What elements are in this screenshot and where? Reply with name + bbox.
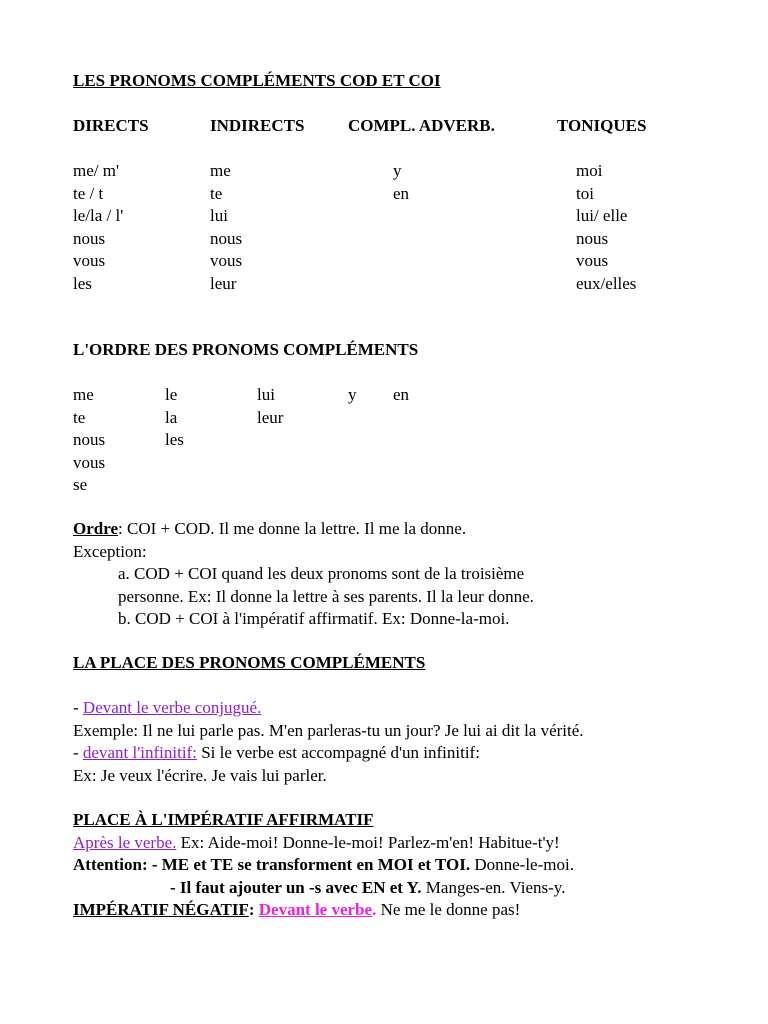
- header-directs: DIRECTS: [73, 116, 149, 135]
- place-example-1: Exemple: Il ne lui parle pas. M'en parleras-tu un jour? Je lui ai dit la vérité.: [73, 721, 584, 740]
- list-item: se: [73, 475, 88, 494]
- list-item: lui: [210, 206, 228, 225]
- list-item: nous: [73, 228, 106, 248]
- directs-column: [73, 160, 123, 295]
- dash: -: [73, 743, 83, 762]
- list-item: les: [165, 430, 184, 449]
- place-example-2: Ex: Je veux l'écrire. Je vais lui parler.: [73, 766, 327, 785]
- order-col-1: [73, 384, 105, 497]
- list-item: leur: [257, 407, 284, 427]
- list-item: vous: [73, 452, 106, 472]
- negatif-dot: .: [372, 900, 377, 919]
- rule2-line: [170, 877, 565, 900]
- negatif-label: IMPÉRATIF NÉGATIF: [73, 900, 249, 919]
- list-item: me: [73, 385, 94, 404]
- imperatif-heading: PLACE À L'IMPÉRATIF AFFIRMATIF: [73, 810, 374, 829]
- list-item: lui/ elle: [576, 206, 628, 225]
- negatif-text: Ne me le donne pas!: [376, 900, 521, 919]
- indirects-column: [210, 160, 242, 295]
- list-item: le/la / l': [73, 206, 124, 225]
- place-line-1: [73, 697, 261, 720]
- list-item: nous: [576, 228, 609, 248]
- list-item: nous: [73, 430, 106, 449]
- list-item: le: [165, 385, 178, 404]
- rule2-bold: - Il faut ajouter un -s avec EN et Y.: [170, 878, 422, 897]
- link-devant-le-verbe[interactable]: Devant le verbe: [258, 900, 373, 919]
- attention-text: Donne-le-moi.: [470, 855, 574, 874]
- list-item: y: [393, 161, 402, 180]
- list-item: y: [348, 385, 357, 404]
- page-title: LES PRONOMS COMPLÉMENTS COD ET COI: [73, 71, 441, 90]
- list-item: moi: [576, 161, 603, 180]
- list-item: la: [165, 407, 178, 427]
- list-item: me: [210, 161, 231, 180]
- order-col-5: [393, 384, 409, 407]
- exception-a-line-2: personne. Ex: Il donne la lettre à ses parents. Il la leur donne.: [118, 587, 534, 606]
- list-item: me/ m': [73, 161, 120, 180]
- list-item: te: [210, 183, 223, 203]
- list-item: vous: [210, 251, 243, 270]
- exception-label: Exception:: [73, 542, 147, 561]
- imperatif-line-1: [73, 832, 560, 855]
- negatif-line: [73, 899, 520, 922]
- dash: -: [73, 698, 83, 717]
- list-item: leur: [210, 273, 237, 293]
- toniques-column: [576, 160, 636, 295]
- link-devant-infinitif[interactable]: devant l'infinitif:: [82, 743, 197, 762]
- order-heading: L'ORDRE DES PRONOMS COMPLÉMENTS: [73, 340, 419, 359]
- imperatif-text: Ex: Aide-moi! Donne-le-moi! Parlez-m'en! Habitue-t'y!: [176, 833, 560, 852]
- link-apres-verbe[interactable]: Après le verbe.: [73, 833, 177, 852]
- header-indirects: INDIRECTS: [210, 116, 305, 135]
- list-item: eux/elles: [576, 273, 637, 293]
- header-compl-adverb: COMPL. ADVERB.: [348, 116, 495, 135]
- list-item: en: [393, 183, 410, 203]
- ordre-text: : COI + COD. Il me donne la lettre. Il me la donne.: [118, 519, 467, 538]
- exception-a-line-1: a. COD + COI quand les deux pronoms sont de la troisième: [118, 564, 525, 583]
- order-col-4: [348, 384, 357, 407]
- place-text-2: Si le verbe est accompagné d'un infinitif:: [196, 743, 480, 762]
- order-col-3: [257, 384, 283, 429]
- ordre-label: Ordre: [73, 519, 119, 538]
- place-line-2: [73, 742, 480, 765]
- header-toniques: TONIQUES: [557, 116, 647, 135]
- list-item: toi: [576, 183, 594, 203]
- list-item: les: [73, 273, 92, 293]
- negatif-colon: :: [248, 900, 255, 919]
- list-item: te: [73, 407, 86, 427]
- adverb-column: [393, 160, 409, 205]
- attention-line: [73, 854, 574, 877]
- list-item: lui: [257, 385, 275, 404]
- attention-bold: Attention: - ME et TE se transforment en MOI et TOI.: [73, 855, 471, 874]
- list-item: vous: [73, 251, 106, 270]
- list-item: vous: [576, 251, 609, 270]
- rule2-text: Manges-en. Viens-y.: [421, 878, 566, 897]
- place-heading: LA PLACE DES PRONOMS COMPLÉMENTS: [73, 653, 426, 672]
- exception-b-line: b. COD + COI à l'impératif affirmatif. Ex: Donne-la-moi.: [118, 609, 510, 628]
- ordre-line: [73, 518, 466, 541]
- list-item: te / t: [73, 183, 104, 203]
- list-item: en: [393, 385, 410, 404]
- order-col-2: [165, 384, 184, 452]
- link-devant-verbe-conjugue[interactable]: Devant le verbe conjugué.: [82, 698, 262, 717]
- list-item: nous: [210, 228, 243, 248]
